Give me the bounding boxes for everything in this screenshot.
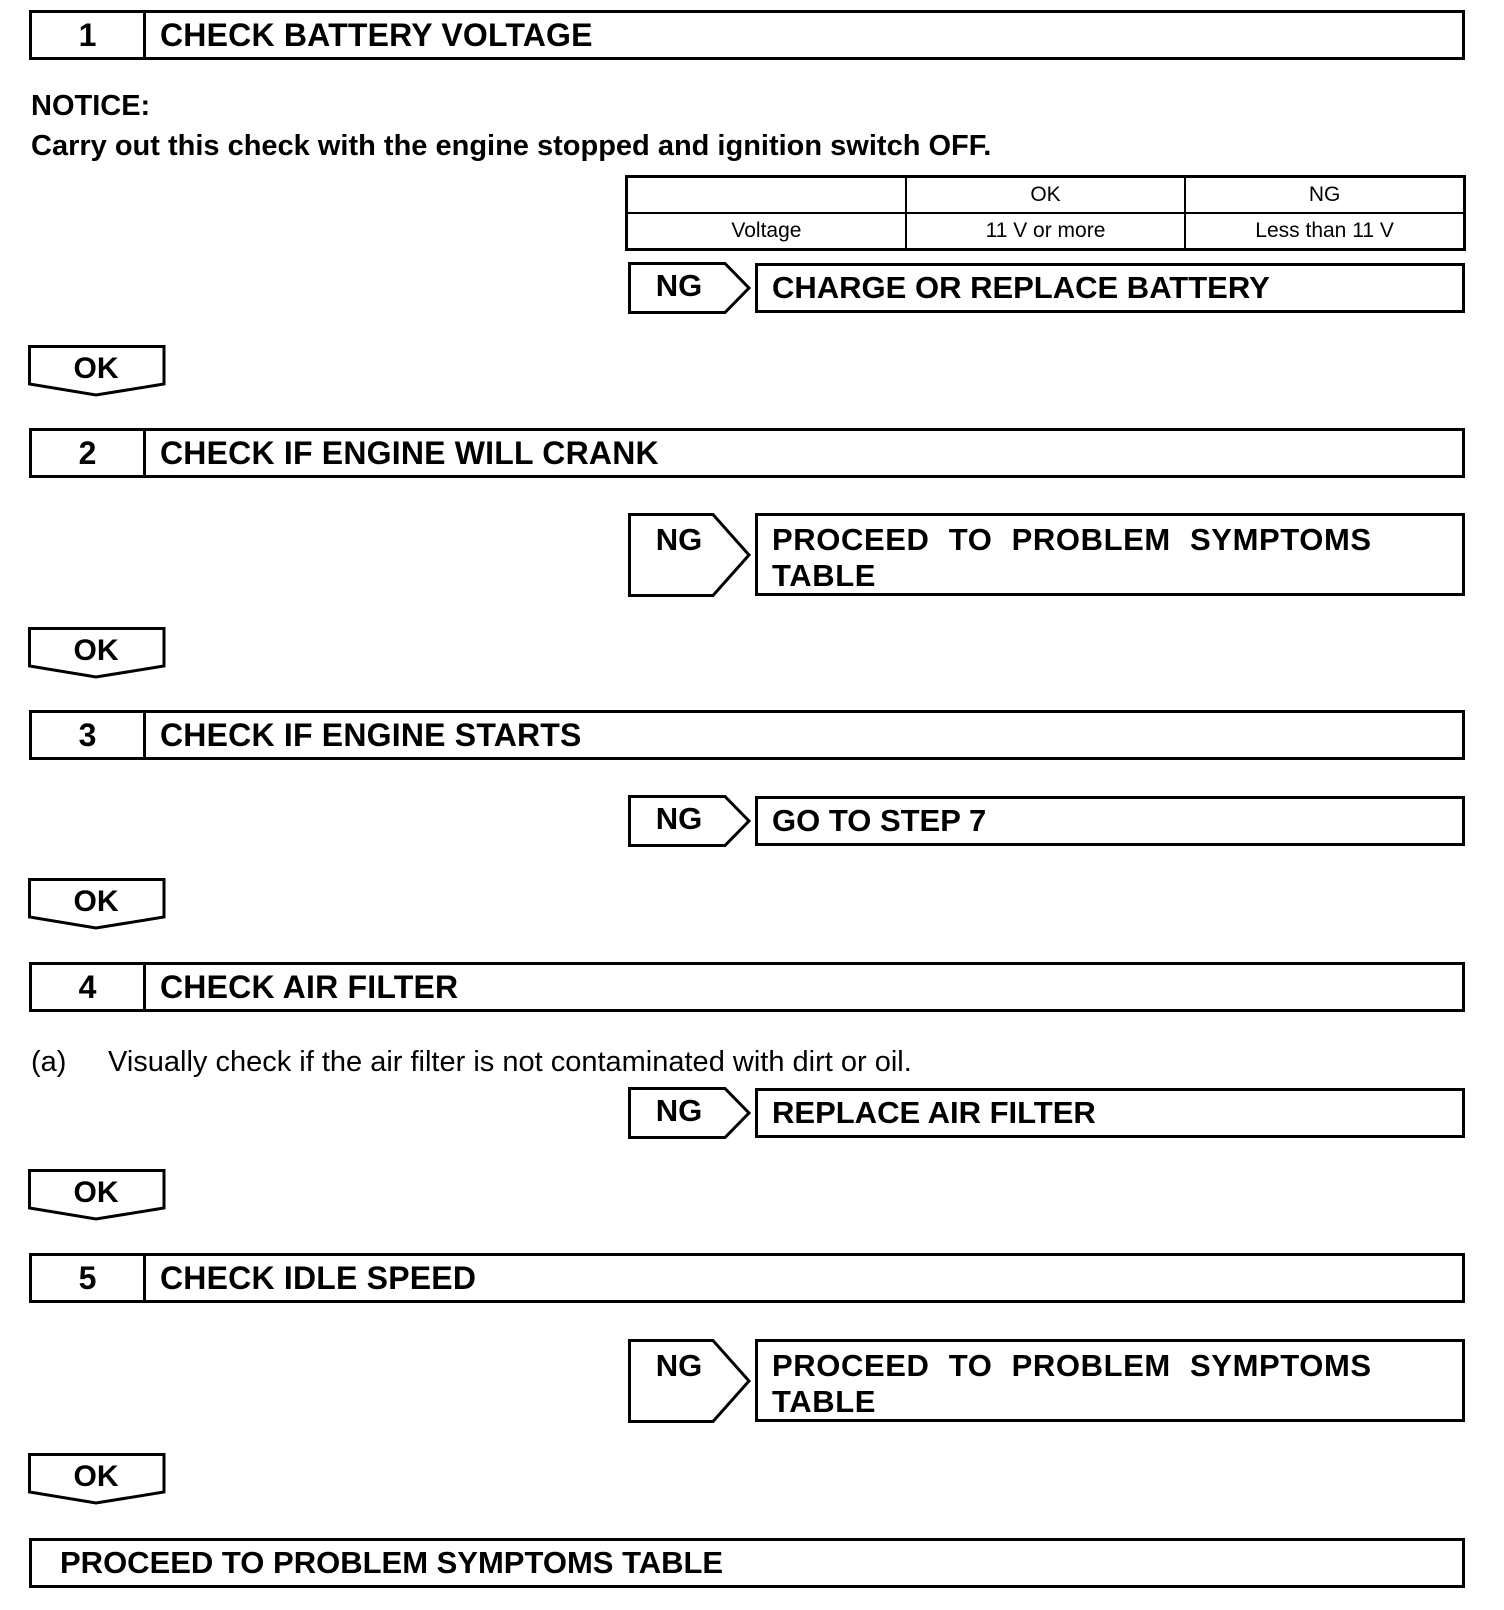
battery-voltage-spec-table	[625, 175, 1466, 251]
step-4-header	[29, 962, 1465, 1012]
step-number: 1	[32, 13, 146, 57]
step-2-header	[29, 428, 1465, 478]
ng-result-5: PROCEED TO PROBLEM SYMPTOMS TABLE	[755, 1339, 1465, 1422]
ok-label: OK	[73, 352, 119, 385]
ok-label: OK	[73, 885, 119, 918]
step-number: 4	[32, 965, 146, 1009]
step-5-header	[29, 1253, 1465, 1303]
table-row	[627, 213, 1465, 250]
ok-label: OK	[73, 634, 119, 667]
step-title: CHECK BATTERY VOLTAGE	[160, 16, 593, 53]
final-action-box: PROCEED TO PROBLEM SYMPTOMS TABLE	[29, 1538, 1465, 1588]
table-header-cell: OK	[906, 177, 1185, 214]
step-title: CHECK IF ENGINE STARTS	[160, 716, 582, 753]
substep-marker: (a)	[31, 1046, 67, 1078]
table-header-cell	[627, 177, 906, 214]
substep-4a	[31, 1046, 912, 1079]
notice-title: NOTICE:	[31, 90, 151, 122]
table-cell: Voltage	[627, 213, 906, 250]
ng-label: NG	[655, 1348, 703, 1383]
ng-result-3: GO TO STEP 7	[755, 796, 1465, 846]
ng-label: NG	[655, 268, 703, 303]
ng-label: NG	[655, 522, 703, 557]
ng-result-4: REPLACE AIR FILTER	[755, 1088, 1465, 1138]
table-header-row	[627, 177, 1465, 214]
step-3-header	[29, 710, 1465, 760]
ng-label: NG	[655, 1093, 703, 1128]
step-title: CHECK IDLE SPEED	[160, 1259, 477, 1296]
ng-label: NG	[655, 801, 703, 836]
step-title: CHECK IF ENGINE WILL CRANK	[160, 434, 659, 471]
step-number: 2	[32, 431, 146, 475]
step-number: 3	[32, 713, 146, 757]
ng-result-1: CHARGE OR REPLACE BATTERY	[755, 263, 1465, 313]
notice-text: Carry out this check with the engine stopped and ignition switch OFF.	[31, 130, 992, 162]
substep-text: Visually check if the air filter is not contaminated with dirt or oil.	[108, 1046, 912, 1078]
table-cell: 11 V or more	[906, 213, 1185, 250]
ng-result-2: PROCEED TO PROBLEM SYMPTOMS TABLE	[755, 513, 1465, 596]
step-1-header	[29, 10, 1465, 60]
table-header-cell: NG	[1185, 177, 1464, 214]
ok-label: OK	[73, 1460, 119, 1493]
step-title: CHECK AIR FILTER	[160, 968, 459, 1005]
table-cell: Less than 11 V	[1185, 213, 1464, 250]
ok-label: OK	[73, 1176, 119, 1209]
step-number: 5	[32, 1256, 146, 1300]
